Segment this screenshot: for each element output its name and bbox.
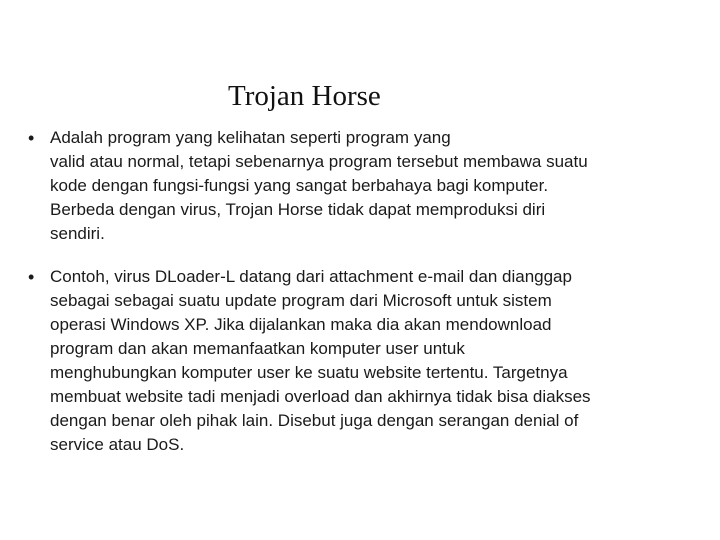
bullet-text xyxy=(50,265,708,457)
text-line: dengan benar oleh pihak lain. Disebut juga dengan serangan denial of xyxy=(50,411,579,430)
text-line: program dan akan memanfaatkan komputer user untuk xyxy=(50,339,465,358)
text-line: service atau DoS. xyxy=(50,435,185,454)
text-line: kode dengan fungsi-fungsi yang sangat berbahaya bagi komputer. xyxy=(50,176,549,195)
bullet-marker-icon: • xyxy=(28,267,35,287)
text-line: menghubungkan komputer user ke suatu website tertentu. Targetnya xyxy=(50,363,568,382)
bullet-text xyxy=(50,126,708,246)
text-line: sebagai sebagai suatu update program dari Microsoft untuk sistem xyxy=(50,291,552,310)
slide-title: Trojan Horse xyxy=(228,80,381,112)
bullet-item xyxy=(28,126,708,246)
bullet-marker-icon: • xyxy=(28,128,35,148)
text-line: Adalah program yang kelihatan seperti program yang xyxy=(50,128,451,147)
text-line: sendiri. xyxy=(50,224,105,243)
text-line: Berbeda dengan virus, Trojan Horse tidak dapat memproduksi diri xyxy=(50,200,546,219)
text-line: operasi Windows XP. Jika dijalankan maka dia akan mendownload xyxy=(50,315,552,334)
text-line: Contoh, virus DLoader-L datang dari attachment e-mail dan dianggap xyxy=(50,267,572,286)
text-line: membuat website tadi menjadi overload dan akhirnya tidak bisa diakses xyxy=(50,387,591,406)
bullet-item xyxy=(28,265,708,457)
bullet-list xyxy=(28,126,708,457)
text-line: valid atau normal, tetapi sebenarnya program tersebut membawa suatu xyxy=(50,152,588,171)
